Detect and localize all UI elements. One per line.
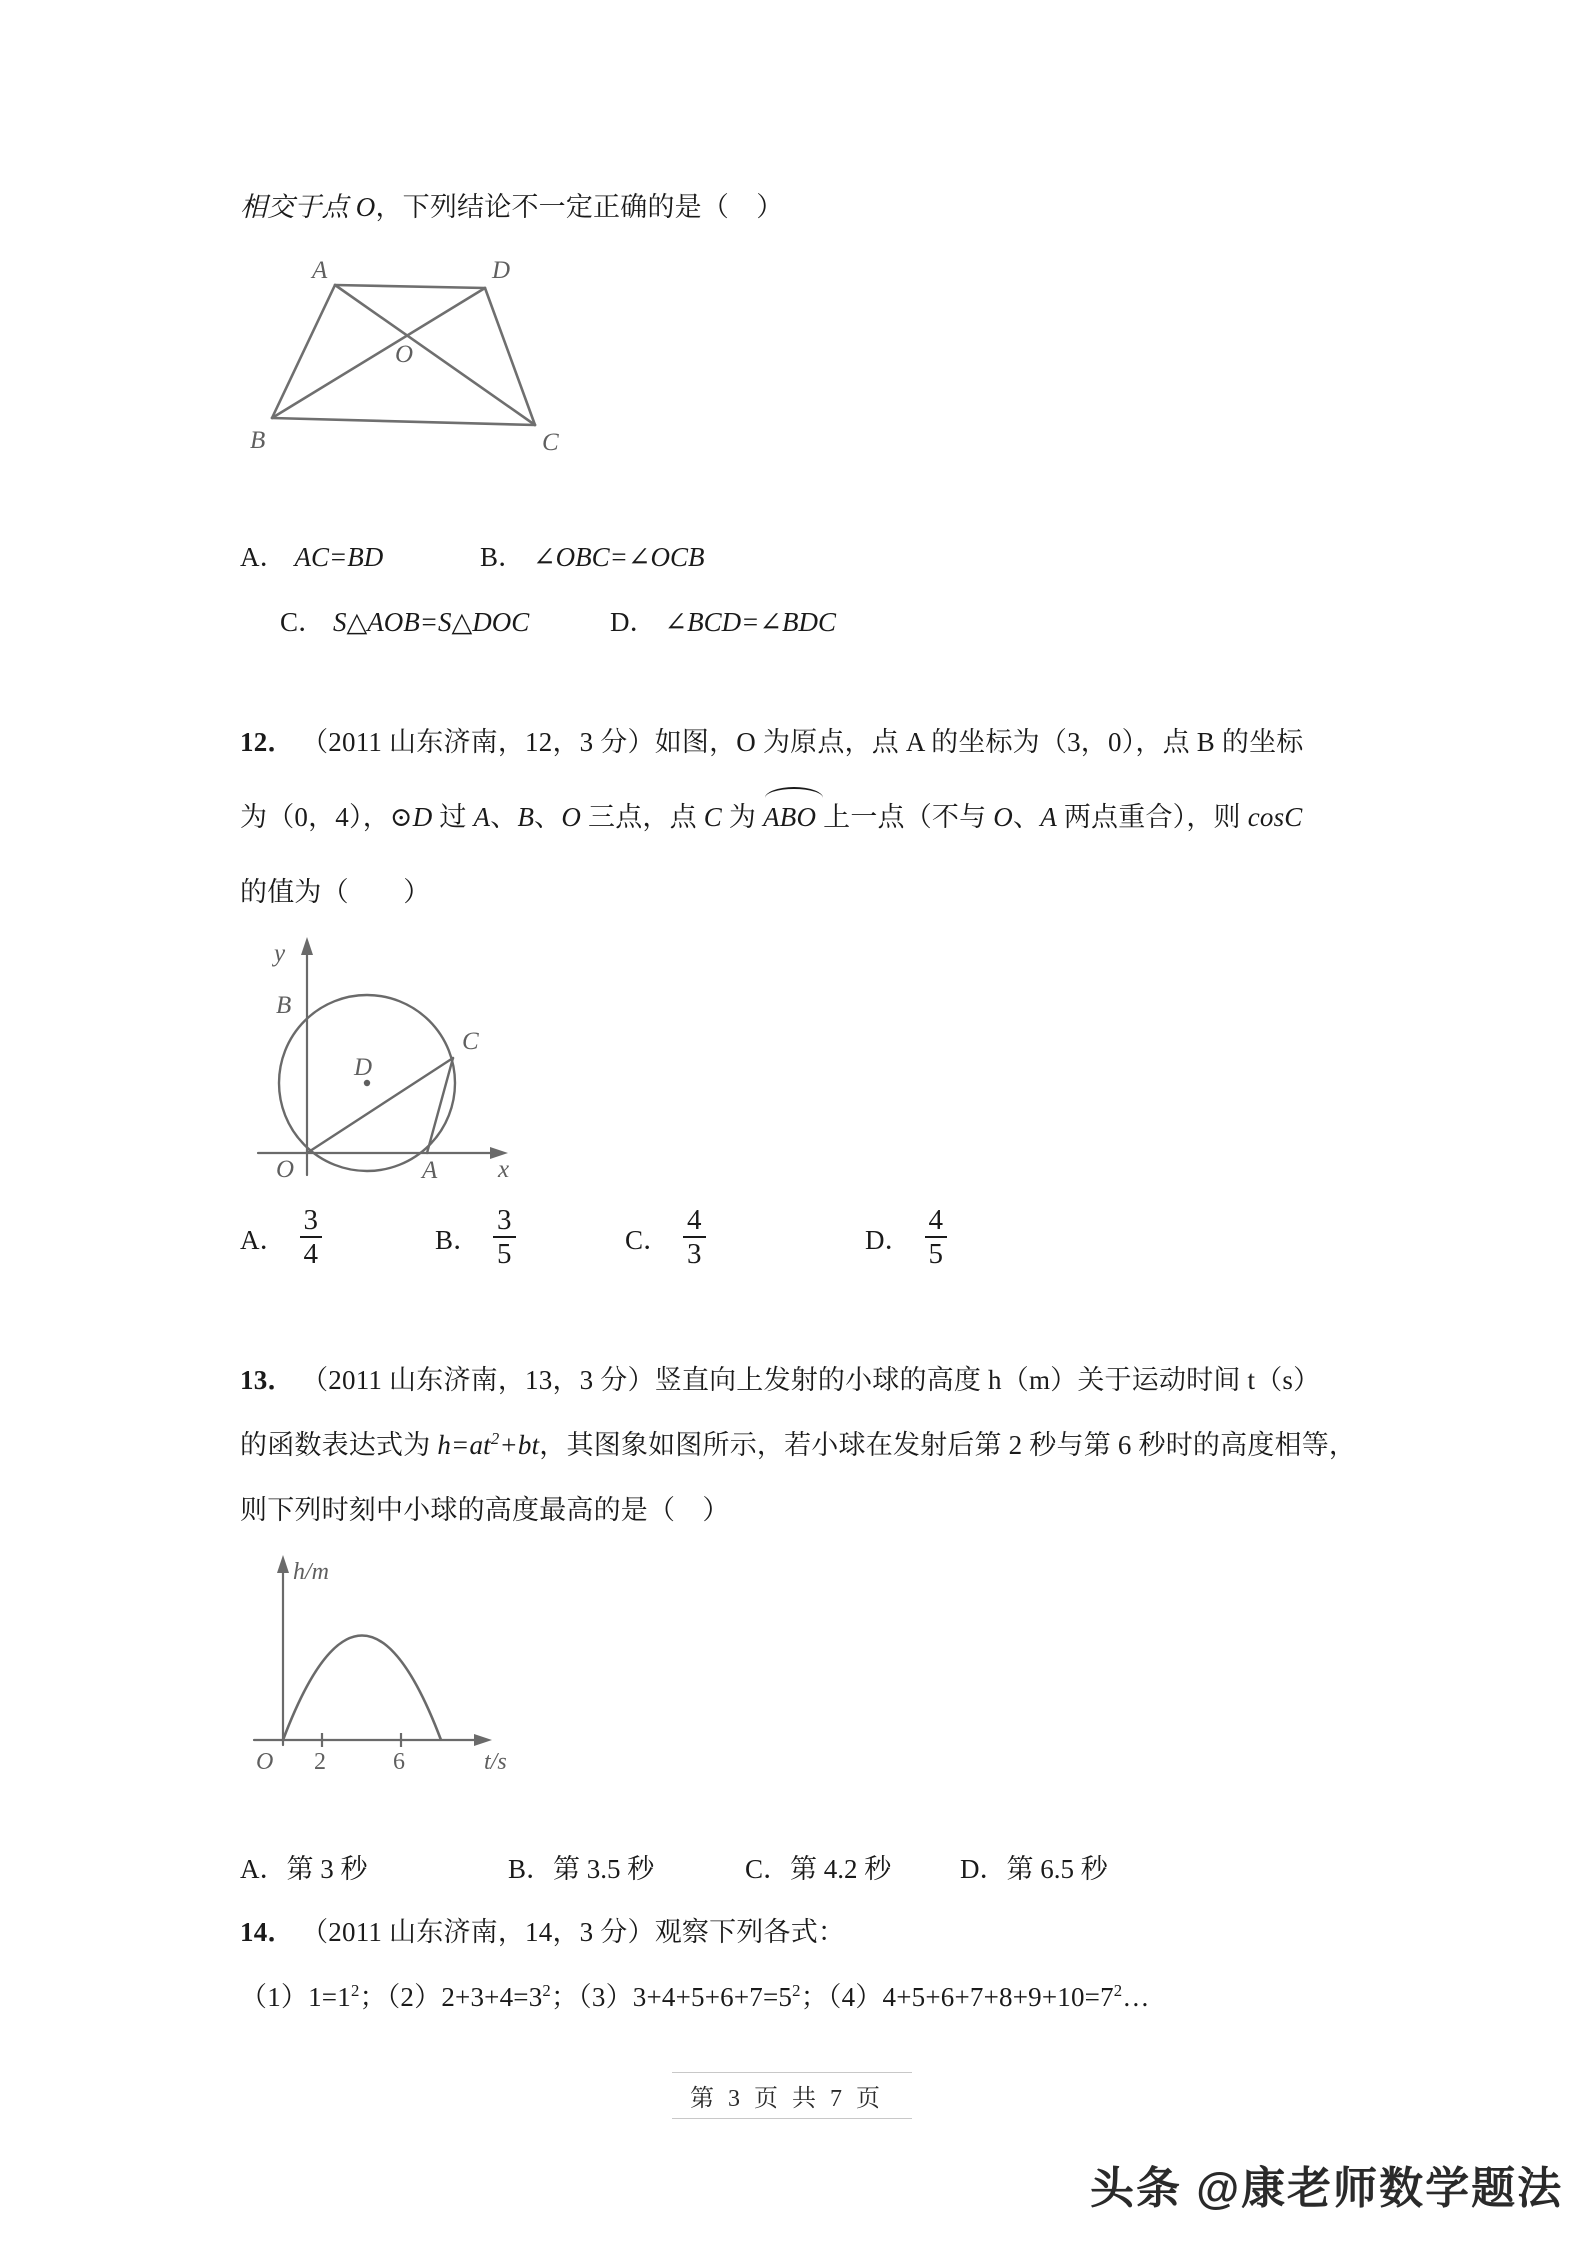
trapezoid-figure [230, 250, 590, 470]
y-axis-arrow [301, 937, 313, 955]
q11-option-a-label: A． [240, 542, 287, 572]
parabola-xtick-6: 6 [393, 1749, 405, 1775]
circle-label-o: O [276, 1156, 295, 1180]
axis-label-y: y [274, 940, 286, 967]
q13-option-d-text: 第 6.5 秒 [1006, 1854, 1108, 1884]
q12-line-1 [240, 725, 1303, 759]
parabola-origin-label: O [256, 1749, 274, 1775]
parabola-xtick-2: 2 [314, 1749, 326, 1775]
q12-option-b[interactable] [435, 1205, 516, 1269]
q12-line-3: 的值为（ ） [240, 877, 431, 907]
q13-line-3: 则下列时刻中小球的高度最高的是（ ） [240, 1495, 730, 1525]
q12-option-d-den: 5 [925, 1236, 948, 1269]
q11-option-b[interactable] [480, 535, 704, 574]
q11-option-a[interactable] [240, 535, 383, 574]
q12-option-b-label: B． [435, 1224, 481, 1255]
page-footer: 第 3 页 共 7 页 [690, 2086, 884, 2112]
q13-option-c[interactable] [745, 1847, 891, 1886]
q11-option-a-text: AC=BD [294, 542, 384, 572]
axis-label-h: h/m [293, 1559, 329, 1585]
q12-option-b-num: 3 [497, 1204, 512, 1236]
t-axis-arrow [474, 1734, 492, 1746]
q11-option-c-label: C． [280, 607, 326, 637]
vertex-label-c: C [542, 429, 559, 456]
q12-option-a-den: 4 [300, 1236, 323, 1269]
q14-stem: （2011 山东济南，14，3 分）观察下列各式： [314, 1917, 846, 1947]
q13-line-1-text: （2011 山东济南，13，3 分）竖直向上发射的小球的高度 h（m）关于运动时间 t（s） [314, 1365, 1321, 1395]
q11-option-c-text: S△AOB=S△DOC [333, 607, 530, 637]
q13-option-b-text: 第 3.5 秒 [553, 1854, 655, 1884]
q11-option-b-text: ∠OBC=∠OCB [533, 542, 705, 572]
q14-line-1 [240, 1915, 845, 1949]
circle-figure [250, 925, 530, 1180]
circle-label-c: C [462, 1028, 479, 1055]
q12-option-c-den: 3 [683, 1236, 706, 1269]
q12-option-b-fraction [493, 1205, 516, 1269]
q13-option-d-label: D． [960, 1854, 1007, 1884]
q12-option-c-num: 4 [687, 1204, 702, 1236]
q13-option-b-label: B． [508, 1854, 554, 1884]
q11-option-d[interactable] [610, 600, 836, 639]
vertex-label-a: A [312, 257, 328, 284]
q11-option-d-text: ∠BCD=∠BDC [664, 607, 836, 637]
vertex-label-o: O [395, 341, 414, 368]
q11-stem: 相交于点 O，下列结论不一定正确的是（ ） [240, 192, 784, 222]
circle-label-b: B [276, 992, 292, 1019]
axis-label-t: t/s [484, 1749, 507, 1775]
axis-label-x: x [498, 1156, 510, 1180]
h-axis-arrow [277, 1555, 289, 1573]
q13-line-1 [240, 1363, 1320, 1397]
q13-option-d[interactable] [960, 1847, 1108, 1886]
q12-option-d[interactable] [865, 1205, 947, 1269]
q11-option-d-label: D． [610, 607, 657, 637]
q12-option-b-den: 5 [493, 1236, 516, 1269]
q12-option-a-num: 3 [303, 1204, 318, 1236]
circle-label-d: D [354, 1054, 373, 1081]
q13-line-2: 的函数表达式为 $h=at^2+bt$，其图象如图所示，若小球在发射后第 2 秒与第 6 秒时的高度相等， [240, 1429, 1357, 1460]
q12-line-1-text: （2011 山东济南，12，3 分）如图，O 为原点，点 A 的坐标为（3，0），点 B 的坐标 [314, 727, 1304, 757]
q13-option-a[interactable] [240, 1847, 368, 1886]
q12-arc-label: ABO [763, 802, 817, 832]
circle-label-a: A [422, 1157, 438, 1180]
q12-option-d-fraction [925, 1205, 948, 1269]
q12-number: 12． [240, 727, 295, 757]
q13-option-c-label: C． [745, 1854, 791, 1884]
parabola-curve [283, 1636, 441, 1741]
footer-rule-top [672, 2072, 912, 2073]
q12-option-a-fraction [300, 1205, 323, 1269]
vertex-label-d: D [492, 257, 511, 284]
q12-option-a-label: A． [240, 1224, 287, 1255]
watermark: 头条 @康老师数学题法 [1090, 2164, 1564, 2213]
q13-number: 13． [240, 1365, 295, 1395]
q14-number: 14． [240, 1917, 295, 1947]
vertex-label-b: B [250, 427, 266, 454]
q12-option-c-label: C． [625, 1224, 671, 1255]
q12-option-c-fraction [683, 1205, 706, 1269]
q12-option-d-num: 4 [928, 1204, 943, 1236]
q12-option-c[interactable] [625, 1205, 706, 1269]
q13-option-b[interactable] [508, 1847, 654, 1886]
q13-option-c-text: 第 4.2 秒 [790, 1854, 892, 1884]
q11-option-c[interactable] [280, 600, 529, 639]
q12-line-2: 为（0，4），⊙D 过 A、B、O 三点，点 C 为 ABO 上一点（不与 O、A 两点重合），则 cosC [240, 800, 1303, 834]
q14-formula-line: $(1)1=1^2$；$(2)2+3+4=3^2$；$(3)3+4+5+6+7=5^2$；$(4)4+5+6+7+8+9+10=7^2\dots$ [240, 1981, 1150, 2012]
parabola-figure [248, 1545, 528, 1775]
q11-option-b-label: B． [480, 542, 526, 572]
q13-option-a-text: 第 3 秒 [286, 1854, 368, 1884]
q12-option-d-label: D． [865, 1224, 912, 1255]
q13-option-a-label: A． [240, 1854, 287, 1884]
footer-rule-bottom [672, 2118, 912, 2119]
q12-option-a[interactable] [240, 1205, 322, 1269]
